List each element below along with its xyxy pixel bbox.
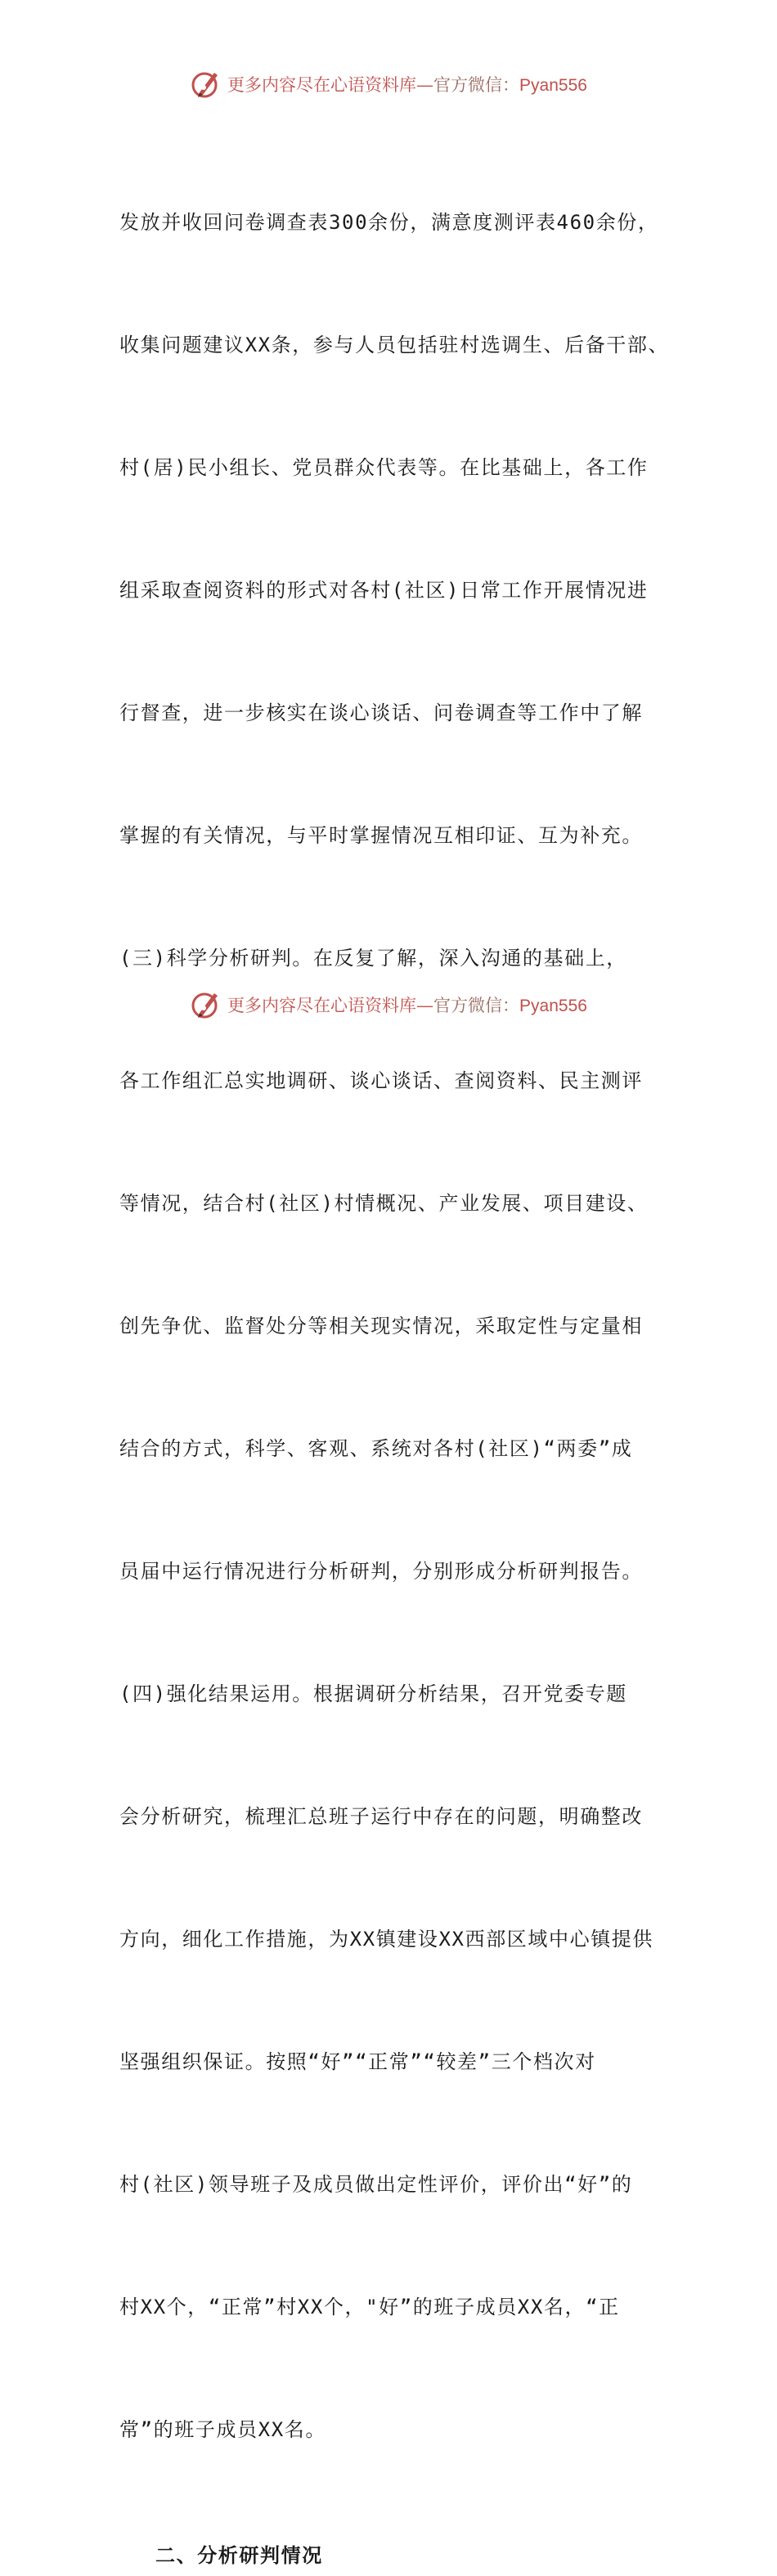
text-line: 收集问题建议XX条，参与人员包括驻村选调生、后备干部、	[119, 334, 670, 356]
text-line: 村(居)民小组长、党员群众代表等。在比基础上，各工作	[119, 456, 649, 479]
text-line: 掌握的有关情况，与平时掌握情况互相印证、互为补充。	[119, 824, 643, 847]
banner-wechat-id: Pyan556	[519, 997, 587, 1015]
banner-official-label: 官方微信：	[433, 996, 520, 1015]
text-line: 会分析研究，梳理汇总班子运行中存在的问题，明确整改	[119, 1805, 643, 1828]
banner-site-name: 更多内容尽在心语资料库	[227, 75, 417, 95]
text-line: 各工作组汇总实地调研、谈心谈话、查阅资料、民主测评	[119, 1069, 643, 1092]
footer-banner	[0, 984, 777, 1025]
text-line: 结合的方式，科学、客观、系统对各村(社区)“两委”成	[119, 1437, 633, 1460]
text-line: 方向，细化工作措施，为XX镇建设XX西部区域中心镇提供	[119, 1928, 653, 1951]
text-line: 创先争优、监督处分等相关现实情况，采取定性与定量相	[119, 1315, 643, 1337]
text-line: 常”的班子成员XX名。	[119, 2418, 326, 2441]
document-body	[119, 120, 670, 2576]
body-text	[119, 120, 670, 2532]
banner-text	[227, 72, 587, 96]
pen-circle-logo-icon	[190, 68, 222, 101]
text-line: 村(社区)领导班子及成员做出定性评价，评价出“好”的	[119, 2173, 633, 2196]
banner-text	[227, 992, 587, 1017]
text-line: 员届中运行情况进行分析研判，分别形成分析研判报告。	[119, 1560, 643, 1583]
banner-wechat-id: Pyan556	[519, 76, 587, 95]
text-line: 坚强组织保证。按照“好”“正常”“较差”三个档次对	[119, 2050, 596, 2073]
banner-dash: —	[416, 75, 434, 95]
banner-site-name: 更多内容尽在心语资料库	[227, 996, 417, 1015]
text-line: 发放并收回问卷调查表300余份，满意度测评表460余份，	[119, 211, 659, 234]
header-banner	[0, 64, 777, 105]
pen-circle-logo-icon	[190, 988, 222, 1021]
section-heading: 二、分析研判情况	[155, 2544, 323, 2567]
banner-official-label: 官方微信：	[433, 75, 520, 95]
banner-dash: —	[416, 996, 434, 1015]
text-line: 行督查，进一步核实在谈心谈话、问卷调查等工作中了解	[119, 701, 643, 724]
text-line: (三)科学分析研判。在反复了解，深入沟通的基础上，	[119, 947, 627, 970]
text-line: 组采取查阅资料的形式对各村(社区)日常工作开展情况进	[119, 579, 649, 602]
text-line: 等情况，结合村(社区)村情概况、产业发展、项目建设、	[119, 1192, 649, 1215]
text-line: (四)强化结果运用。根据调研分析结果，召开党委专题	[119, 1682, 627, 1705]
text-line: 村XX个，“正常”村XX个，"好”的班子成员XX名，“正	[119, 2296, 620, 2318]
